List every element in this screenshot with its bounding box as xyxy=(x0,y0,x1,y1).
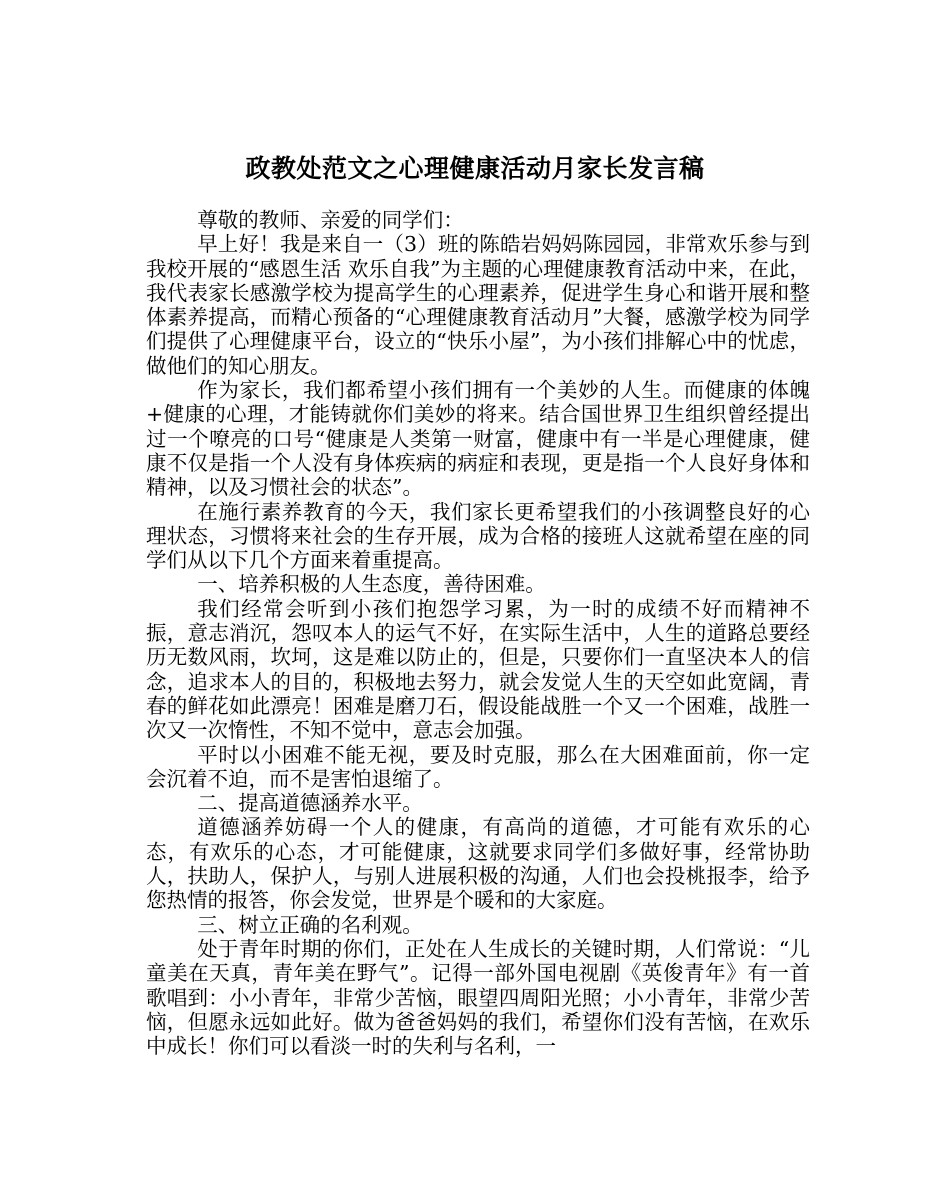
section-heading: 一、培养积极的人生态度，善待困难。 xyxy=(197,572,546,597)
greeting-paragraph: 尊敬的教师、亲爱的同学们： xyxy=(197,208,464,232)
document-body xyxy=(146,208,810,1058)
body-paragraph: 作为家长，我们都希望小孩们拥有一个美妙的人生。而健康的体魄+健康的心理，才能铸就你们美妙的将来。结合国世界卫生组织曾经提出过一个嘹亮的口号“健康是人类第一财富，健康中有一半是心理健康，健康不仅是指一个人没有身体疾病的病症和表现，更是指一个人良好身体和精神，以及习惯社会的状态”。 xyxy=(146,378,810,500)
body-paragraph: 平时以小困难不能无视，要及时克服，那么在大困难面前，你一定会沉着不迫，而不是害怕退缩了。 xyxy=(146,742,810,791)
body-paragraph: 在施行素养教育的今天，我们家长更希望我们的小孩调整良好的心理状态，习惯将来社会的生存开展，成为合格的接班人这就希望在座的同学们从以下几个方面来着重提高。 xyxy=(146,499,810,573)
body-paragraph: 早上好！我是来自一（3）班的陈皓岩妈妈陈园园，非常欢乐参与到我校开展的“感恩生活 欢乐自我”为主题的心理健康教育活动中来，在此，我代表家长感激学校为提高学生的心理素养，促进学生身心和谐开展和整体素养提高，而精心预备的“心理健康教育活动月”大餐，感激学校为同学们提供了心理健康平台，设立的“快乐小屋”，为小孩们排解心中的忧虑，做他们的知心朋友。 xyxy=(146,232,810,378)
document-title: 政教处范文之心理健康活动月家长发言稿 xyxy=(245,153,705,183)
section-heading: 二、提高道德涵养水平。 xyxy=(197,791,423,816)
body-paragraph: 我们经常会听到小孩们抱怨学习累，为一时的成绩不好而精神不振，意志消沉，怨叹本人的运气不好，在实际生活中，人生的道路总要经历无数风雨，坎坷，这是难以防止的，但是，只要你们一直坚决本人的信念，追求本人的目的，积极地去努力，就会发觉人生的天空如此宽阔，青春的鲜花如此漂亮！困难是磨刀石，假设能战胜一个又一个困难，战胜一次又一次惰性，不知不觉中，意志会加强。 xyxy=(146,596,810,743)
section-heading: 三、树立正确的名利观。 xyxy=(197,912,423,937)
body-paragraph: 道德涵养妨碍一个人的健康，有高尚的道德，才可能有欢乐的心态，有欢乐的心态，才可能健康，这就要求同学们多做好事，经常协助人，扶助人，保护人，与别人进展积极的沟通，人们也会投桃报李，给予您热情的报答，你会发觉，世界是个暖和的大家庭。 xyxy=(146,815,810,913)
body-paragraph: 处于青年时期的你们，正处在人生成长的关键时期，人们常说：“儿童美在天真，青年美在野气”。记得一部外国电视剧《英俊青年》有一首歌唱到：小小青年，非常少苦恼，眼望四周阳光照；小小青年，非常少苦恼，但愿永远如此好。做为爸爸妈妈的我们，希望你们没有苦恼，在欢乐中成长！你们可以看淡一时的失利与名利，一 xyxy=(146,936,810,1059)
